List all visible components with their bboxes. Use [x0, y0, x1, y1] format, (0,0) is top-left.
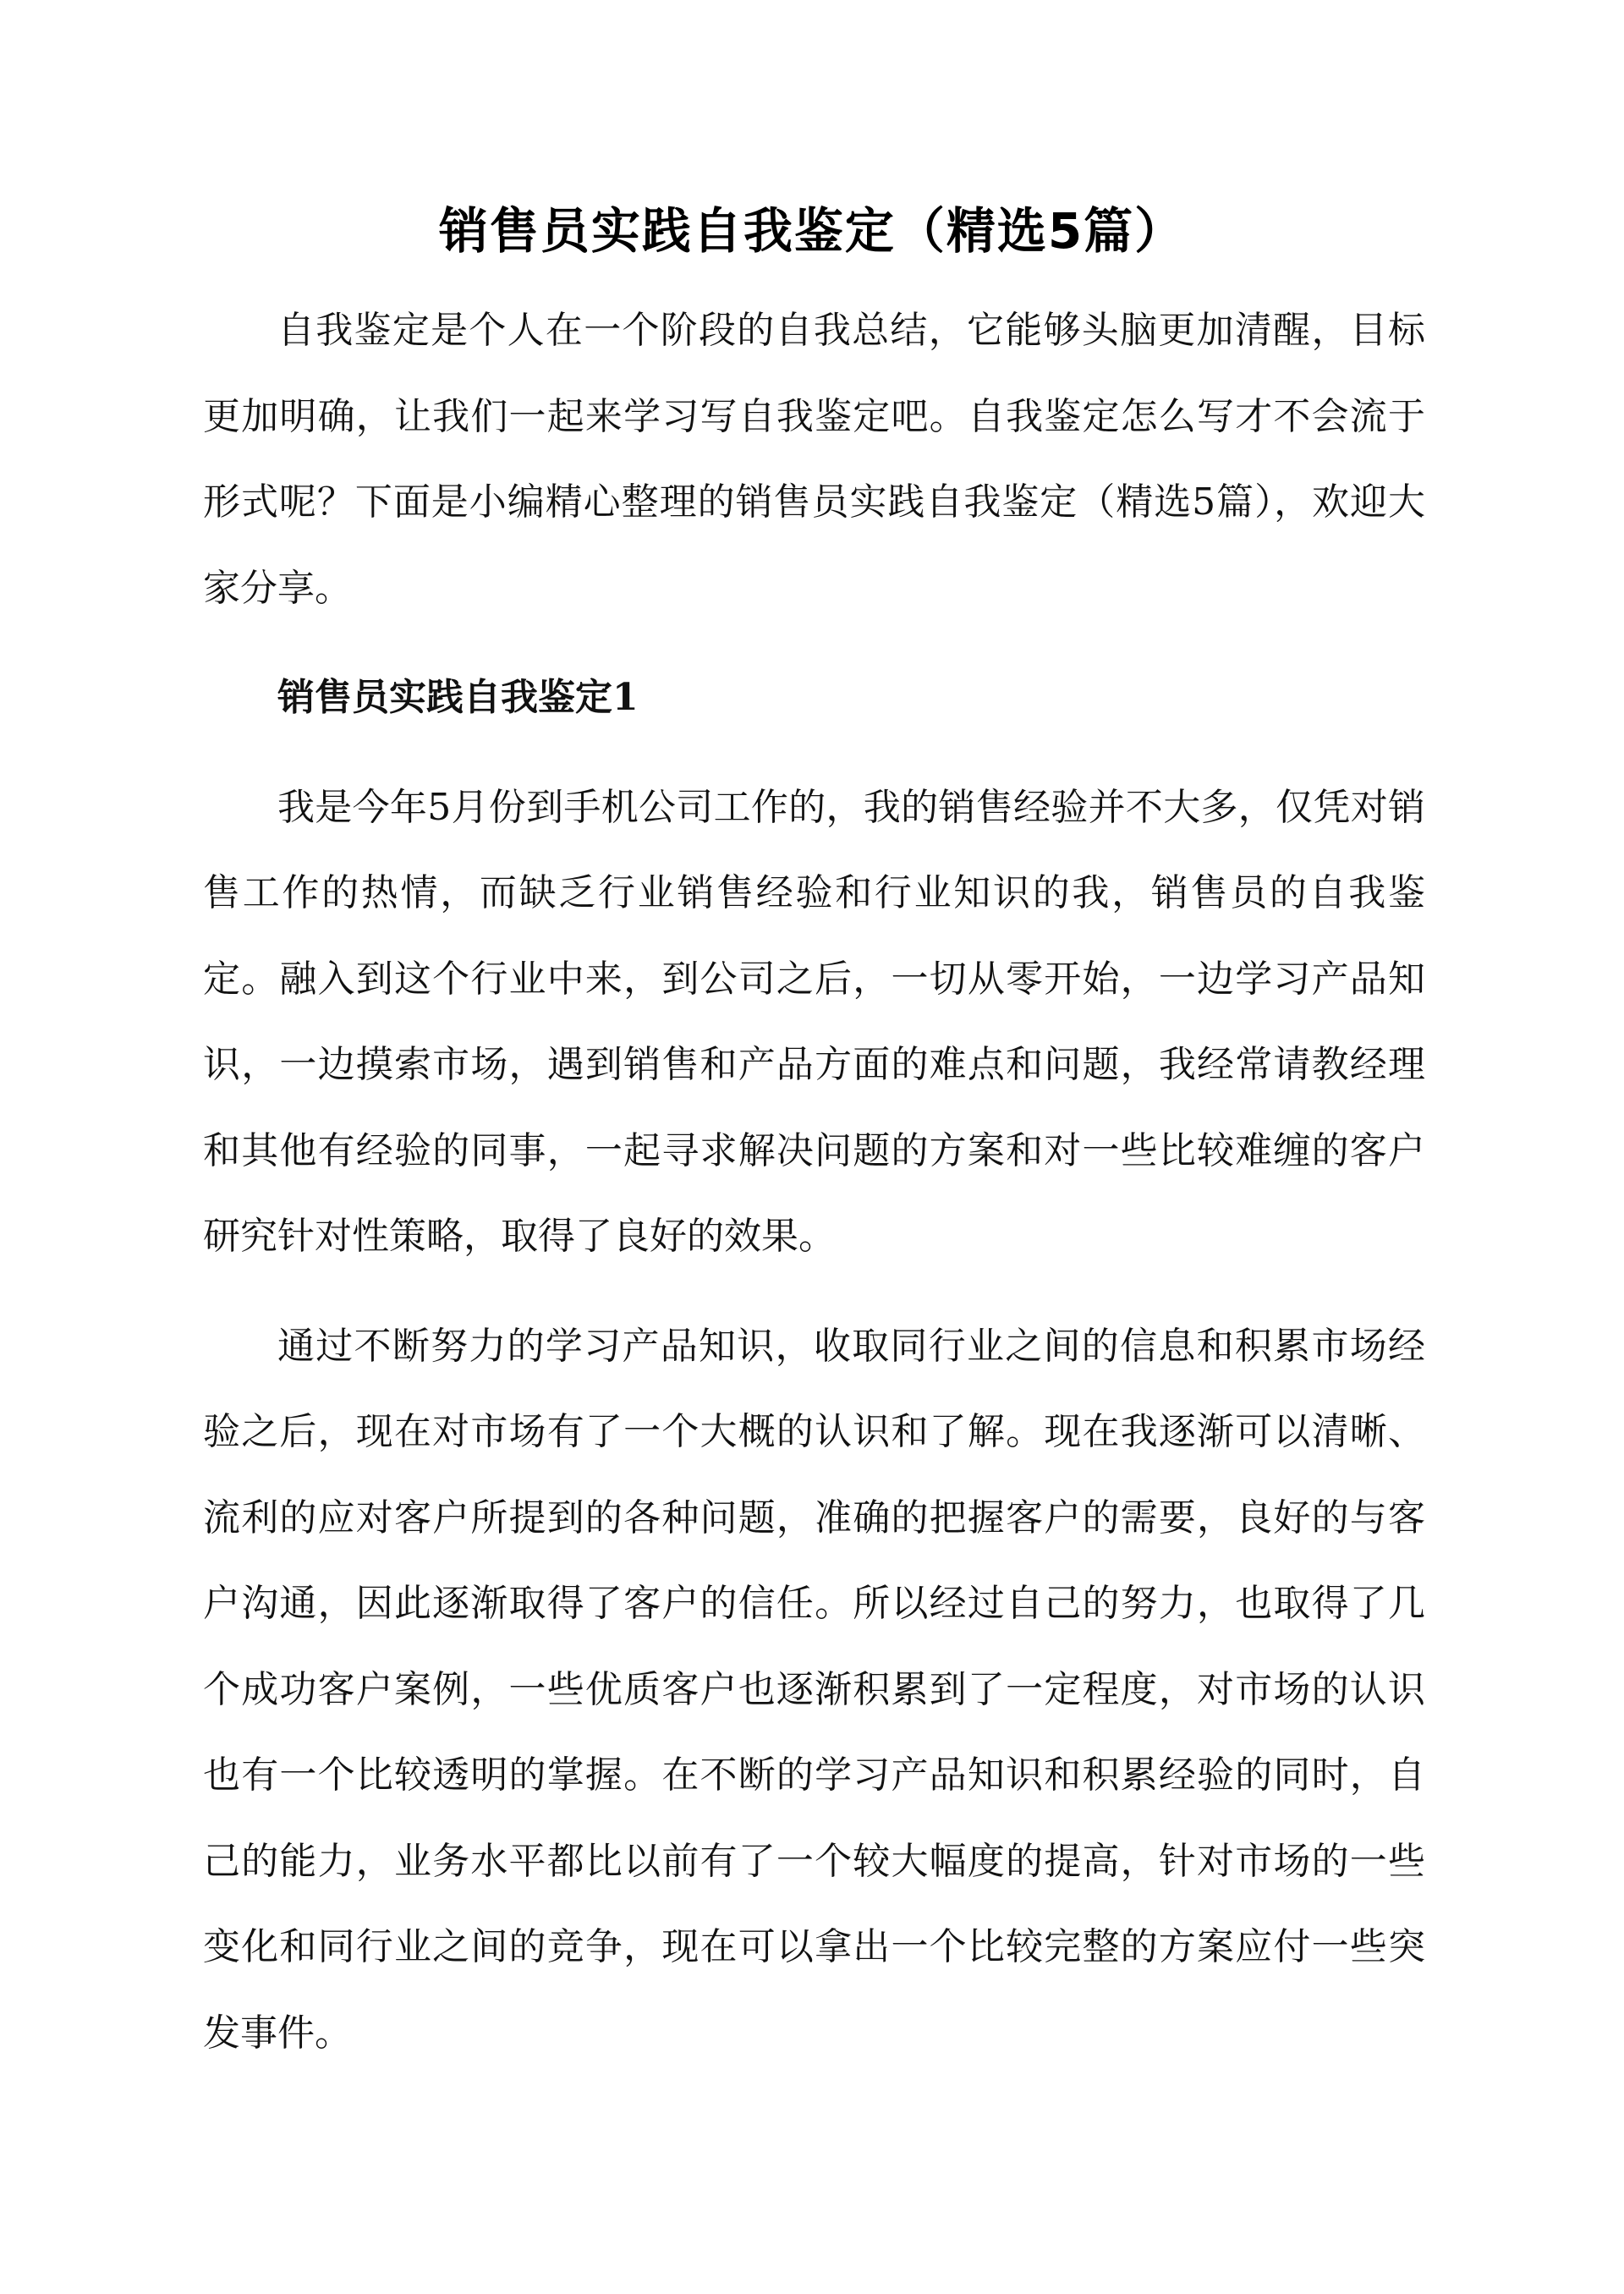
intro-paragraph: 自我鉴定是个人在一个阶段的自我总结，它能够头脑更加清醒，目标更加明确，让我们一起来学习写自我鉴定吧。自我鉴定怎么写才不会流于形式呢？下面是小编精心整理的销售员实践自我鉴定（精选5篇），欢迎大家分享。 — [203, 309, 1425, 610]
document-body — [203, 288, 1425, 2076]
section-heading: 销售员实践自我鉴定1 — [277, 676, 639, 719]
body-paragraph: 通过不断努力的学习产品知识，收取同行业之间的信息和积累市场经验之后，现在对市场有了一个大概的认识和了解。现在我逐渐可以清晰、流利的应对客户所提到的各种问题，准确的把握客户的需要，良好的与客户沟通，因此逐渐取得了客户的信任。所以经过自己的努力，也取得了几个成功客户案例，一些优质客户也逐渐积累到了一定程度，对市场的认识也有一个比较透明的掌握。在不断的学习产品知识和积累经验的同时，自己的能力，业务水平都比以前有了一个较大幅度的提高，针对市场的一些变化和同行业之间的竞争，现在可以拿出一个比较完整的方案应付一些突发事件。 — [203, 1324, 1425, 2055]
body-paragraph: 我是今年5月份到手机公司工作的，我的销售经验并不大多，仅凭对销售工作的热情，而缺乏行业销售经验和行业知识的我，销售员的自我鉴定。融入到这个行业中来，到公司之后，一切从零开始，一边学习产品知识，一边摸索市场，遇到销售和产品方面的难点和问题，我经常请教经理和其他有经验的同事，一起寻求解决问题的方案和对一些比较难缠的客户研究针对性策略，取得了良好的效果。 — [203, 785, 1425, 1258]
document-title: 销售员实践自我鉴定（精选5篇） — [438, 202, 1186, 260]
